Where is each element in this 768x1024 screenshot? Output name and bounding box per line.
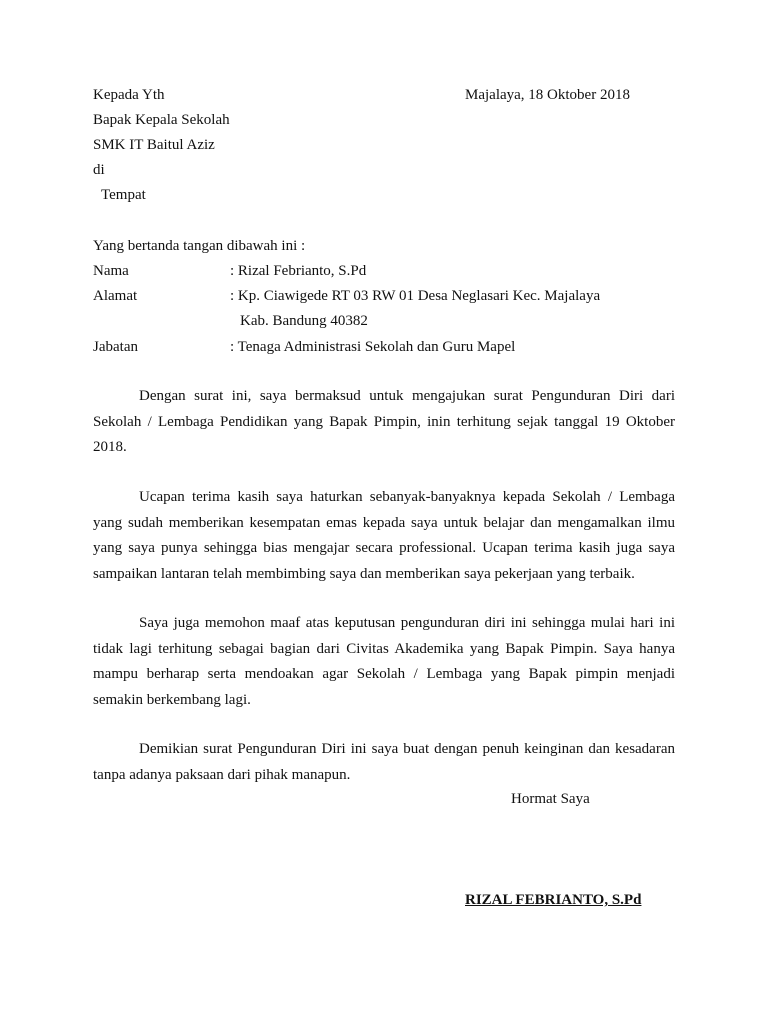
paragraph-1: Dengan surat ini, saya bermaksud untuk mengajukan surat Pengunduran Diri dari Sekolah / Lembaga Pendidikan yang Bapak Pimpin, inin terhitung sejak tanggal 19 Oktober 2018. [93,388,675,455]
name-label: Nama [93,263,129,279]
address-value-line-1: : Kp. Ciawigede RT 03 RW 01 Desa Neglasari Kec. Majalaya [230,288,601,304]
paragraph-4: Demikian surat Pengunduran Diri ini saya buat dengan penuh keinginan dan kesadaran tanpa adanya paksaan dari pihak manapun. [93,741,675,783]
closing-text: Hormat Saya [511,791,590,807]
intro-text: Yang bertanda tangan dibawah ini : [93,238,306,254]
address-label: Alamat [93,288,138,304]
position-value: : Tenaga Administrasi Sekolah dan Guru Mapel [230,339,516,355]
recipient-line-1: Kepada Yth [93,87,165,103]
recipient-line-4: di [93,162,105,178]
name-value: : Rizal Febrianto, S.Pd [230,263,367,279]
recipient-line-5: Tempat [101,187,146,203]
recipient-line-3: SMK IT Baitul Aziz [93,137,215,153]
paragraph-3: Saya juga memohon maaf atas keputusan pengunduran diri ini sehingga mulai hari ini tidak lagi terhitung sebagai bagian dari Civitas Akademika yang Bapak Pimpin. Saya hanya mampu berharap serta mendoakan agar Sekolah / Lembaga yang Bapak pimpin menjadi semakin berkembang lagi. [93,615,675,708]
address-value-line-2: Kab. Bandung 40382 [240,313,368,329]
paragraph-2: Ucapan terima kasih saya haturkan sebanyak-banyaknya kepada Sekolah / Lembaga yang sudah memberikan kesempatan emas kepada saya untuk belajar dan mengamalkan ilmu yang saya punya sehingga bias mengajar secara professional. Ucapan terima kasih juga saya sampaikan lantaran telah membimbing saya dan memberikan saya pekerjaan yang terbaik. [93,489,675,582]
recipient-line-2: Bapak Kepala Sekolah [93,112,230,128]
position-label: Jabatan [93,339,138,355]
place-date: Majalaya, 18 Oktober 2018 [465,87,630,103]
signer-name: RIZAL FEBRIANTO, S.Pd [465,892,642,908]
